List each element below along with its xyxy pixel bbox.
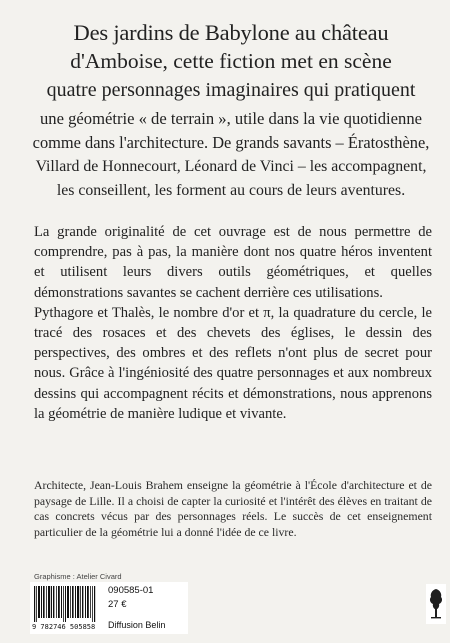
tree-logo-icon [426,584,446,624]
description-paragraph: Pythagore et Thalès, le nombre d'or et π, la quadrature du cercle, le tracé des rosaces et des chevets des églises, le dessin des perspectives, des ombres et des reflets n'ont plus de secret pour nous. Grâce à l'ingéniosité des quatre personnages et aux nombreux dessins qui accompagnent récits et démonstrations, nous apprenons la géométrie de manière ludique et vivante. [34,304,432,422]
price: 27 € [108,599,127,610]
distributor: Diffusion Belin [108,620,166,630]
barcode-block [30,582,188,634]
lead-line: d'Amboise, cette fiction met en scène [70,49,392,73]
description [34,222,432,424]
description-paragraph: La grande originalité de cet ouvrage est de nous permettre de comprendre, pas à pas, la manière dont nos quatre héros inventent et utilisent leurs divers outils géométriques, et quelles démonstrations savantes se cachent derrière ces utilisations. [34,224,432,301]
lead-text [26,18,436,203]
author-bio: Architecte, Jean-Louis Brahem enseigne la géométrie à l'École d'architecture et de paysage de Lille. Il a choisi de capter la curiosité et l'intérêt des élèves en traitant de cas concrets vécus par des personnages réels. Le succès de cet enseignement particulier de la géométrie lui a donné l'idée de ce livre. [34,478,432,539]
lead-line: Des jardins de Babylone au château [73,20,389,45]
lead-line: quatre personnages imaginaires qui pratiquent [46,79,416,101]
lead-line: les conseillent, les forment au cours de leurs aventures. [56,182,406,199]
lead-line: comme dans l'architecture. De grands savants – Ératosthène, [32,133,430,152]
design-credit: Graphisme : Atelier Civard [34,572,122,581]
barcode-digits: 9 782746 505858 [32,623,96,631]
lead-line: une géométrie « de terrain », utile dans la vie quotidienne [40,109,422,128]
barcode-icon [34,586,96,622]
lead-line: Villard de Honnecourt, Léonard de Vinci – les accompagnent, [35,158,427,175]
reference-code: 090585-01 [108,585,154,596]
